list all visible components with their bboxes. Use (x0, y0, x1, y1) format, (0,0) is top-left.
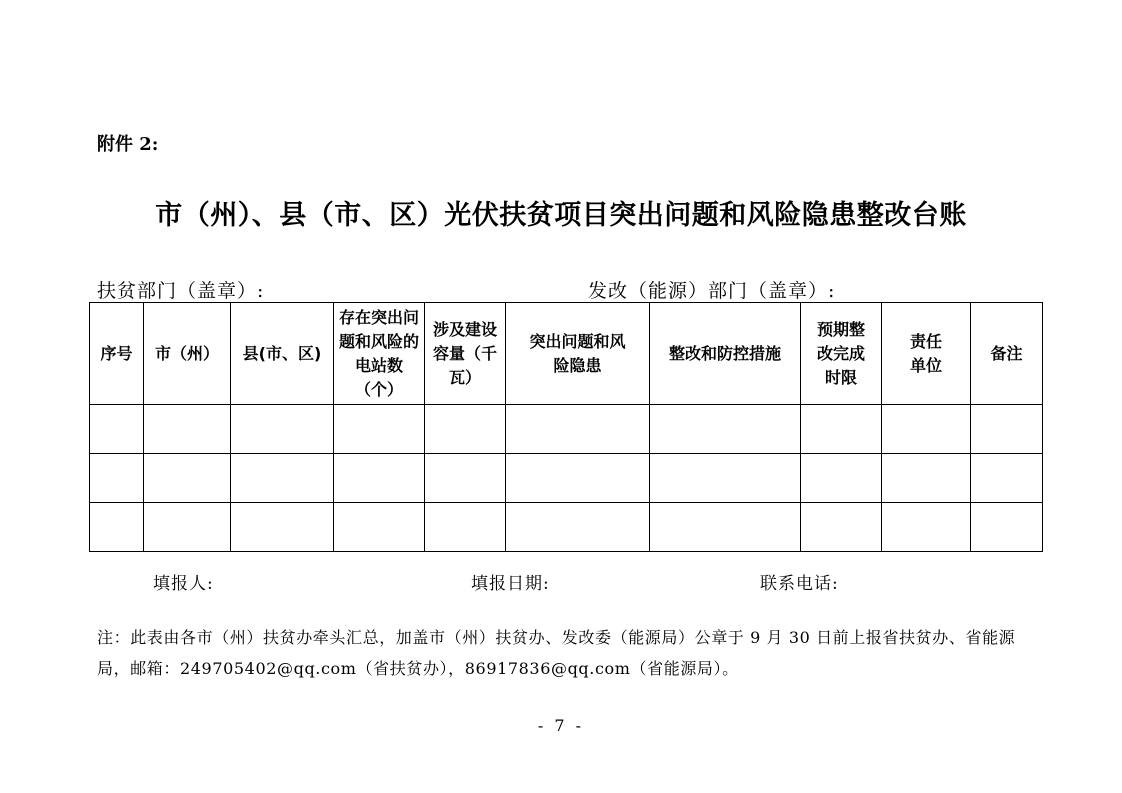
col-header-measures: 整改和防控措施 (650, 303, 801, 405)
table-cell[interactable] (144, 405, 231, 454)
page-title: 市（州）、县（市、区）光伏扶贫项目突出问题和风险隐患整改台账 (155, 200, 967, 231)
table-cell[interactable] (425, 503, 506, 552)
table-cell[interactable] (801, 503, 882, 552)
col-header-issues: 突出问题和风险隐患 (506, 303, 650, 405)
rectification-ledger-table (89, 302, 1043, 552)
col-header-serial: 序号 (90, 303, 144, 405)
table-cell[interactable] (90, 503, 144, 552)
table-cell[interactable] (882, 454, 971, 503)
page-number: - 7 - (537, 716, 585, 735)
table-cell[interactable] (144, 454, 231, 503)
col-header-station-count: 存在突出问题和风险的电站数（个） (334, 303, 425, 405)
table-cell[interactable] (650, 454, 801, 503)
poverty-dept-seal-label: 扶贫部门（盖章）: (97, 280, 265, 302)
table-row (90, 503, 1043, 552)
table-cell[interactable] (90, 454, 144, 503)
col-header-deadline: 预期整改完成时限 (801, 303, 882, 405)
table-cell[interactable] (506, 454, 650, 503)
table-row (90, 405, 1043, 454)
col-header-capacity: 涉及建设容量（千瓦） (425, 303, 506, 405)
table-cell[interactable] (882, 503, 971, 552)
table-cell[interactable] (90, 405, 144, 454)
table-cell[interactable] (425, 454, 506, 503)
attachment-label: 附件 2: (97, 134, 159, 155)
contact-phone-label: 联系电话: (760, 574, 839, 594)
submission-note: 注：此表由各市（州）扶贫办牵头汇总，加盖市（州）扶贫办、发改委（能源局）公章于 9 月 30 日前上报省扶贫办、省能源局，邮箱：249705402@qq.com（省扶贫办），86917836@qq.com（省能源局）。 (97, 628, 1016, 678)
table-cell[interactable] (425, 405, 506, 454)
table-cell[interactable] (334, 405, 425, 454)
filler-label: 填报人: (153, 574, 214, 594)
col-header-county: 县(市、区) (231, 303, 334, 405)
table-cell[interactable] (971, 503, 1043, 552)
table-cell[interactable] (506, 405, 650, 454)
table-cell[interactable] (231, 454, 334, 503)
col-header-city: 市（州） (144, 303, 231, 405)
table-cell[interactable] (506, 503, 650, 552)
fill-date-label: 填报日期: (471, 574, 550, 594)
energy-dept-seal-label: 发改（能源）部门（盖章）: (588, 280, 836, 302)
table-cell[interactable] (801, 405, 882, 454)
table-row (90, 454, 1043, 503)
table-header-row (90, 303, 1043, 405)
table-cell[interactable] (144, 503, 231, 552)
table-cell[interactable] (882, 405, 971, 454)
table-cell[interactable] (650, 503, 801, 552)
table-cell[interactable] (334, 454, 425, 503)
table-cell[interactable] (971, 405, 1043, 454)
table-cell[interactable] (801, 454, 882, 503)
col-header-remarks: 备注 (971, 303, 1043, 405)
table-cell[interactable] (971, 454, 1043, 503)
table-cell[interactable] (334, 503, 425, 552)
table-cell[interactable] (231, 503, 334, 552)
table-cell[interactable] (231, 405, 334, 454)
col-header-responsible-unit: 责任单位 (882, 303, 971, 405)
table-cell[interactable] (650, 405, 801, 454)
